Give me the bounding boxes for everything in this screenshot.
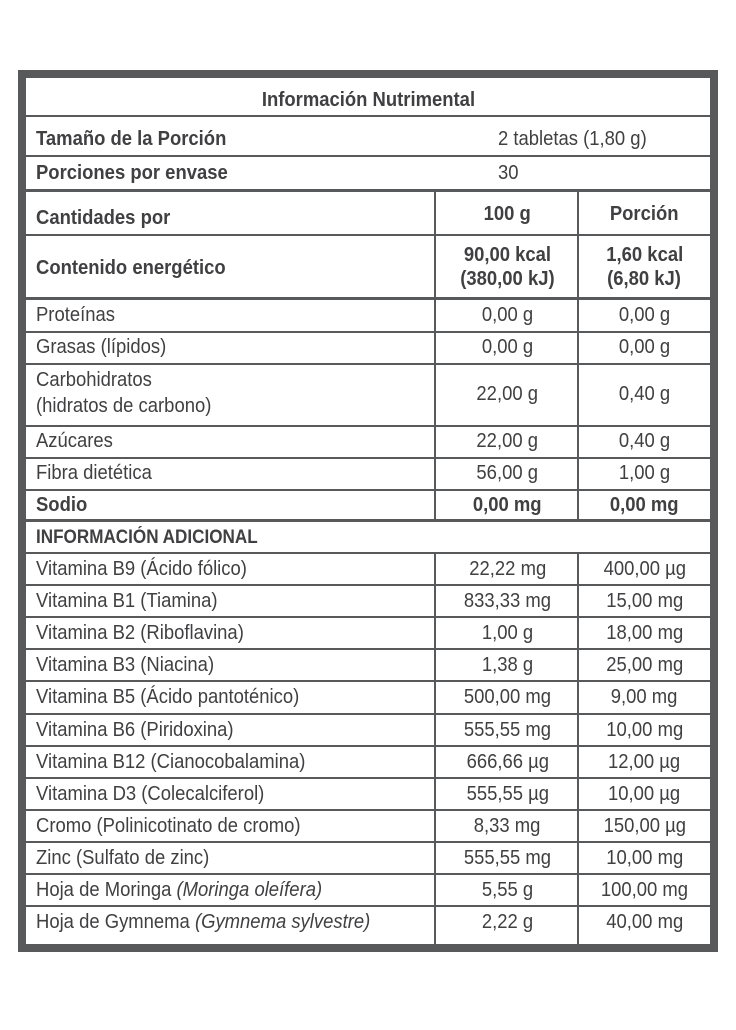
additional-value-100g: 500,00 mg [463,685,552,709]
additional-value-portion: 10,00 µg [608,781,681,805]
nutrient-name: Carbohidratos (hidratos de carbono) [36,368,212,417]
nutrient-value-portion: 1,00 g [618,461,671,484]
column-header-100g: 100 g [483,202,532,225]
nutrient-value-100g: 56,00 g [476,461,539,484]
additional-value-100g: 1,00 g [481,621,534,645]
nutrient-name: Azúcares [36,429,113,452]
serving-size-value: 2 tabletas (1,80 g) [498,127,647,150]
nutrient-name: Proteínas [36,303,115,326]
additional-value-100g: 1,38 g [481,653,534,677]
servings-per-container-value: 30 [498,161,519,184]
additional-name: Hoja de Gymnema (Gymnema sylvestre) [36,910,371,934]
nutrient-value-100g: 22,00 g [476,382,539,405]
additional-name: Vitamina B1 (Tiamina) [36,589,218,613]
additional-name: Hoja de Moringa (Moringa oleífera) [36,878,323,901]
scientific-name: (Moringa oleífera) [176,878,323,901]
additional-value-100g: 555,55 mg [463,845,552,869]
additional-value-100g: 555,55 µg [466,781,549,805]
additional-value-portion: 9,00 mg [611,685,678,709]
additional-value-100g: 2,22 g [481,910,534,934]
additional-name: Vitamina B6 (Piridoxina) [36,717,234,741]
additional-value-portion: 15,00 mg [606,589,683,613]
additional-name: Vitamina D3 (Colecalciferol) [36,781,265,805]
additional-value-portion: 10,00 mg [606,845,683,869]
row-divider [26,115,710,117]
additional-value-portion: 18,00 mg [606,621,683,645]
energy-portion: 1,60 kcal (6,80 kJ) [606,243,683,290]
nutrient-name: Grasas (lípidos) [36,335,167,358]
nutrient-value-portion: 0,40 g [618,429,671,452]
column-header-portion: Porción [610,202,679,225]
nutrient-value-portion: 0,00 g [618,335,671,358]
additional-name: Cromo (Polinicotinato de cromo) [36,813,301,837]
nutrient-value-100g: 0,00 mg [473,493,542,516]
additional-name: Vitamina B3 (Niacina) [36,653,215,677]
additional-value-portion: 10,00 mg [606,717,683,741]
nutrient-name: Sodio [36,493,88,516]
additional-info-header: INFORMACIÓN ADICIONAL [36,527,258,548]
additional-value-portion: 100,00 mg [600,878,689,902]
row-divider [26,155,710,157]
nutrient-value-100g: 0,00 g [481,303,534,326]
additional-value-100g: 8,33 mg [474,813,541,837]
additional-name: Vitamina B12 (Cianocobalamina) [36,749,306,773]
nutrition-facts-panel [18,70,718,952]
additional-value-100g: 666,66 µg [466,749,549,773]
nutrient-value-portion: 0,40 g [618,382,671,405]
nutrient-name: Fibra dietética [36,461,152,484]
nutrient-value-portion: 0,00 mg [610,493,679,516]
nutrient-value-100g: 22,00 g [476,429,539,452]
column-label: Cantidades por [36,206,171,229]
row-divider [26,189,710,192]
energy-100g: 90,00 kcal (380,00 kJ) [460,243,555,290]
additional-value-portion: 25,00 mg [606,653,683,677]
energy-label: Contenido energético [36,256,226,279]
additional-value-portion: 12,00 µg [608,749,681,773]
additional-value-portion: 150,00 µg [603,813,686,837]
additional-value-100g: 555,55 mg [463,717,552,741]
servings-per-container-label: Porciones por envase [36,161,228,184]
additional-name: Vitamina B5 (Ácido pantoténico) [36,685,300,709]
additional-value-portion: 40,00 mg [606,910,683,934]
scientific-name: (Gymnema sylvestre) [194,910,371,934]
nutrient-value-portion: 0,00 g [618,303,671,326]
additional-name: Vitamina B2 (Riboflavina) [36,621,244,645]
additional-value-100g: 5,55 g [481,878,534,902]
additional-value-100g: 833,33 mg [463,589,552,613]
nutrient-value-100g: 0,00 g [481,335,534,358]
additional-value-100g: 22,22 mg [469,557,546,581]
additional-name: Vitamina B9 (Ácido fólico) [36,557,247,580]
additional-name: Zinc (Sulfato de zinc) [36,845,210,869]
panel-title: Información Nutrimental [261,88,475,111]
serving-size-label: Tamaño de la Porción [36,127,227,150]
additional-value-portion: 400,00 µg [603,557,686,581]
